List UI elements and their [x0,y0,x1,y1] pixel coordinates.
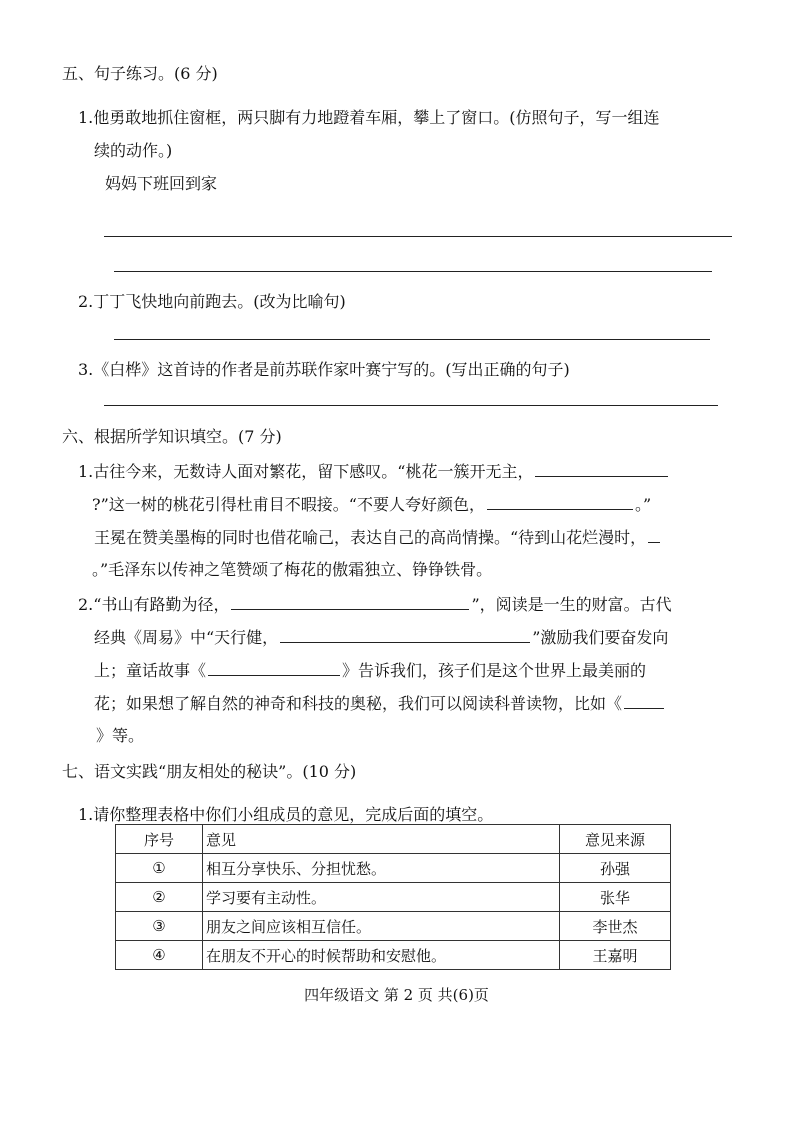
answer-line[interactable] [114,271,712,272]
row-source: 李世杰 [560,912,671,941]
s6-q1-text-a: 1.古往今来，无数诗人面对繁花，留下感叹。“桃花一簇开无主， [78,462,534,481]
header-opinion: 意见 [203,825,560,854]
row-opinion: 相互分享快乐、分担忧愁。 [203,854,560,883]
s6-q2-row4 [94,693,666,714]
table-row [116,941,671,970]
row-source: 王嘉明 [560,941,671,970]
s5-q1-prompt: 妈妈下班回到家 [105,174,218,193]
fill-blank[interactable] [648,527,660,543]
answer-line[interactable] [114,339,710,340]
s5-q1-line1: 1.他勇敢地抓住窗框，两只脚有力地蹬着车厢，攀上了窗口。(仿照句子，写一组连 [78,108,660,127]
s6-q2-text-d: ”激励我们要奋发向 [532,628,669,647]
s5-q3: 3.《白桦》这首诗的作者是前苏联作家叶赛宁写的。(写出正确的句子) [78,360,570,379]
fill-blank[interactable] [535,461,668,477]
row-index: ④ [116,941,203,970]
s6-q2-text-b: ”，阅读是一生的财富。古代 [471,595,672,614]
fill-blank[interactable] [231,594,469,610]
s5-q1-line2: 续的动作。) [94,141,173,160]
section7-heading: 七、语文实践“朋友相处的秘诀”。(10 分) [62,762,357,781]
table-row [116,854,671,883]
s5-q2: 2.丁丁飞快地向前跑去。(改为比喻句) [78,292,346,311]
s6-q2-text-f: 》告诉我们，孩子们是这个世界上最美丽的 [342,661,647,680]
opinions-table [115,824,671,970]
s6-q1-row3 [94,527,662,548]
s6-q1-row1 [78,461,670,482]
page-footer: 四年级语文 第 2 页 共(6)页 [304,986,489,1004]
row-source: 孙强 [560,854,671,883]
row-index: ② [116,883,203,912]
section6-heading: 六、根据所学知识填空。(7 分) [62,427,282,446]
s6-q1-text-d: 王冕在赞美墨梅的同时也借花喻己，表达自己的高尚情操。“待到山花烂漫时， [94,528,647,547]
header-index: 序号 [116,825,203,854]
s6-q2-text-a: 2.“书山有路勤为径， [78,595,230,614]
section5-heading: 五、句子练习。(6 分) [62,64,218,83]
s6-q1-row2 [92,494,651,515]
fill-blank[interactable] [280,627,530,643]
table-row [116,912,671,941]
s6-q2-text-e: 上；童话故事《 [94,661,207,680]
table-row [116,883,671,912]
answer-line[interactable] [104,236,732,237]
s6-q1-text-c: 。” [634,495,652,514]
s6-q1-text-b: ?”这一树的桃花引得杜甫目不暇接。“不要人夸好颜色， [92,495,485,514]
row-index: ③ [116,912,203,941]
answer-line[interactable] [104,405,718,406]
s6-q2-text-c: 经典《周易》中“天行健， [94,628,279,647]
row-opinion: 学习要有主动性。 [203,883,560,912]
table-header-row [116,825,671,854]
s6-q1-text-e: 。”毛泽东以传神之笔赞颂了梅花的傲霜独立、铮铮铁骨。 [92,560,493,579]
s6-q2-row2 [94,627,668,648]
s6-q2-row1 [78,594,672,615]
header-source: 意见来源 [560,825,671,854]
s6-q2-text-g: 花；如果想了解自然的神奇和科技的奥秘，我们可以阅读科普读物，比如《 [94,694,623,713]
row-source: 张华 [560,883,671,912]
fill-blank[interactable] [624,693,664,709]
fill-blank[interactable] [487,494,633,510]
row-index: ① [116,854,203,883]
s7-q1: 1.请你整理表格中你们小组成员的意见，完成后面的填空。 [78,805,494,824]
s6-q2-row3 [94,660,646,681]
s6-q2-text-h: 》等。 [96,726,145,745]
row-opinion: 朋友之间应该相互信任。 [203,912,560,941]
fill-blank[interactable] [208,660,340,676]
row-opinion: 在朋友不开心的时候帮助和安慰他。 [203,941,560,970]
